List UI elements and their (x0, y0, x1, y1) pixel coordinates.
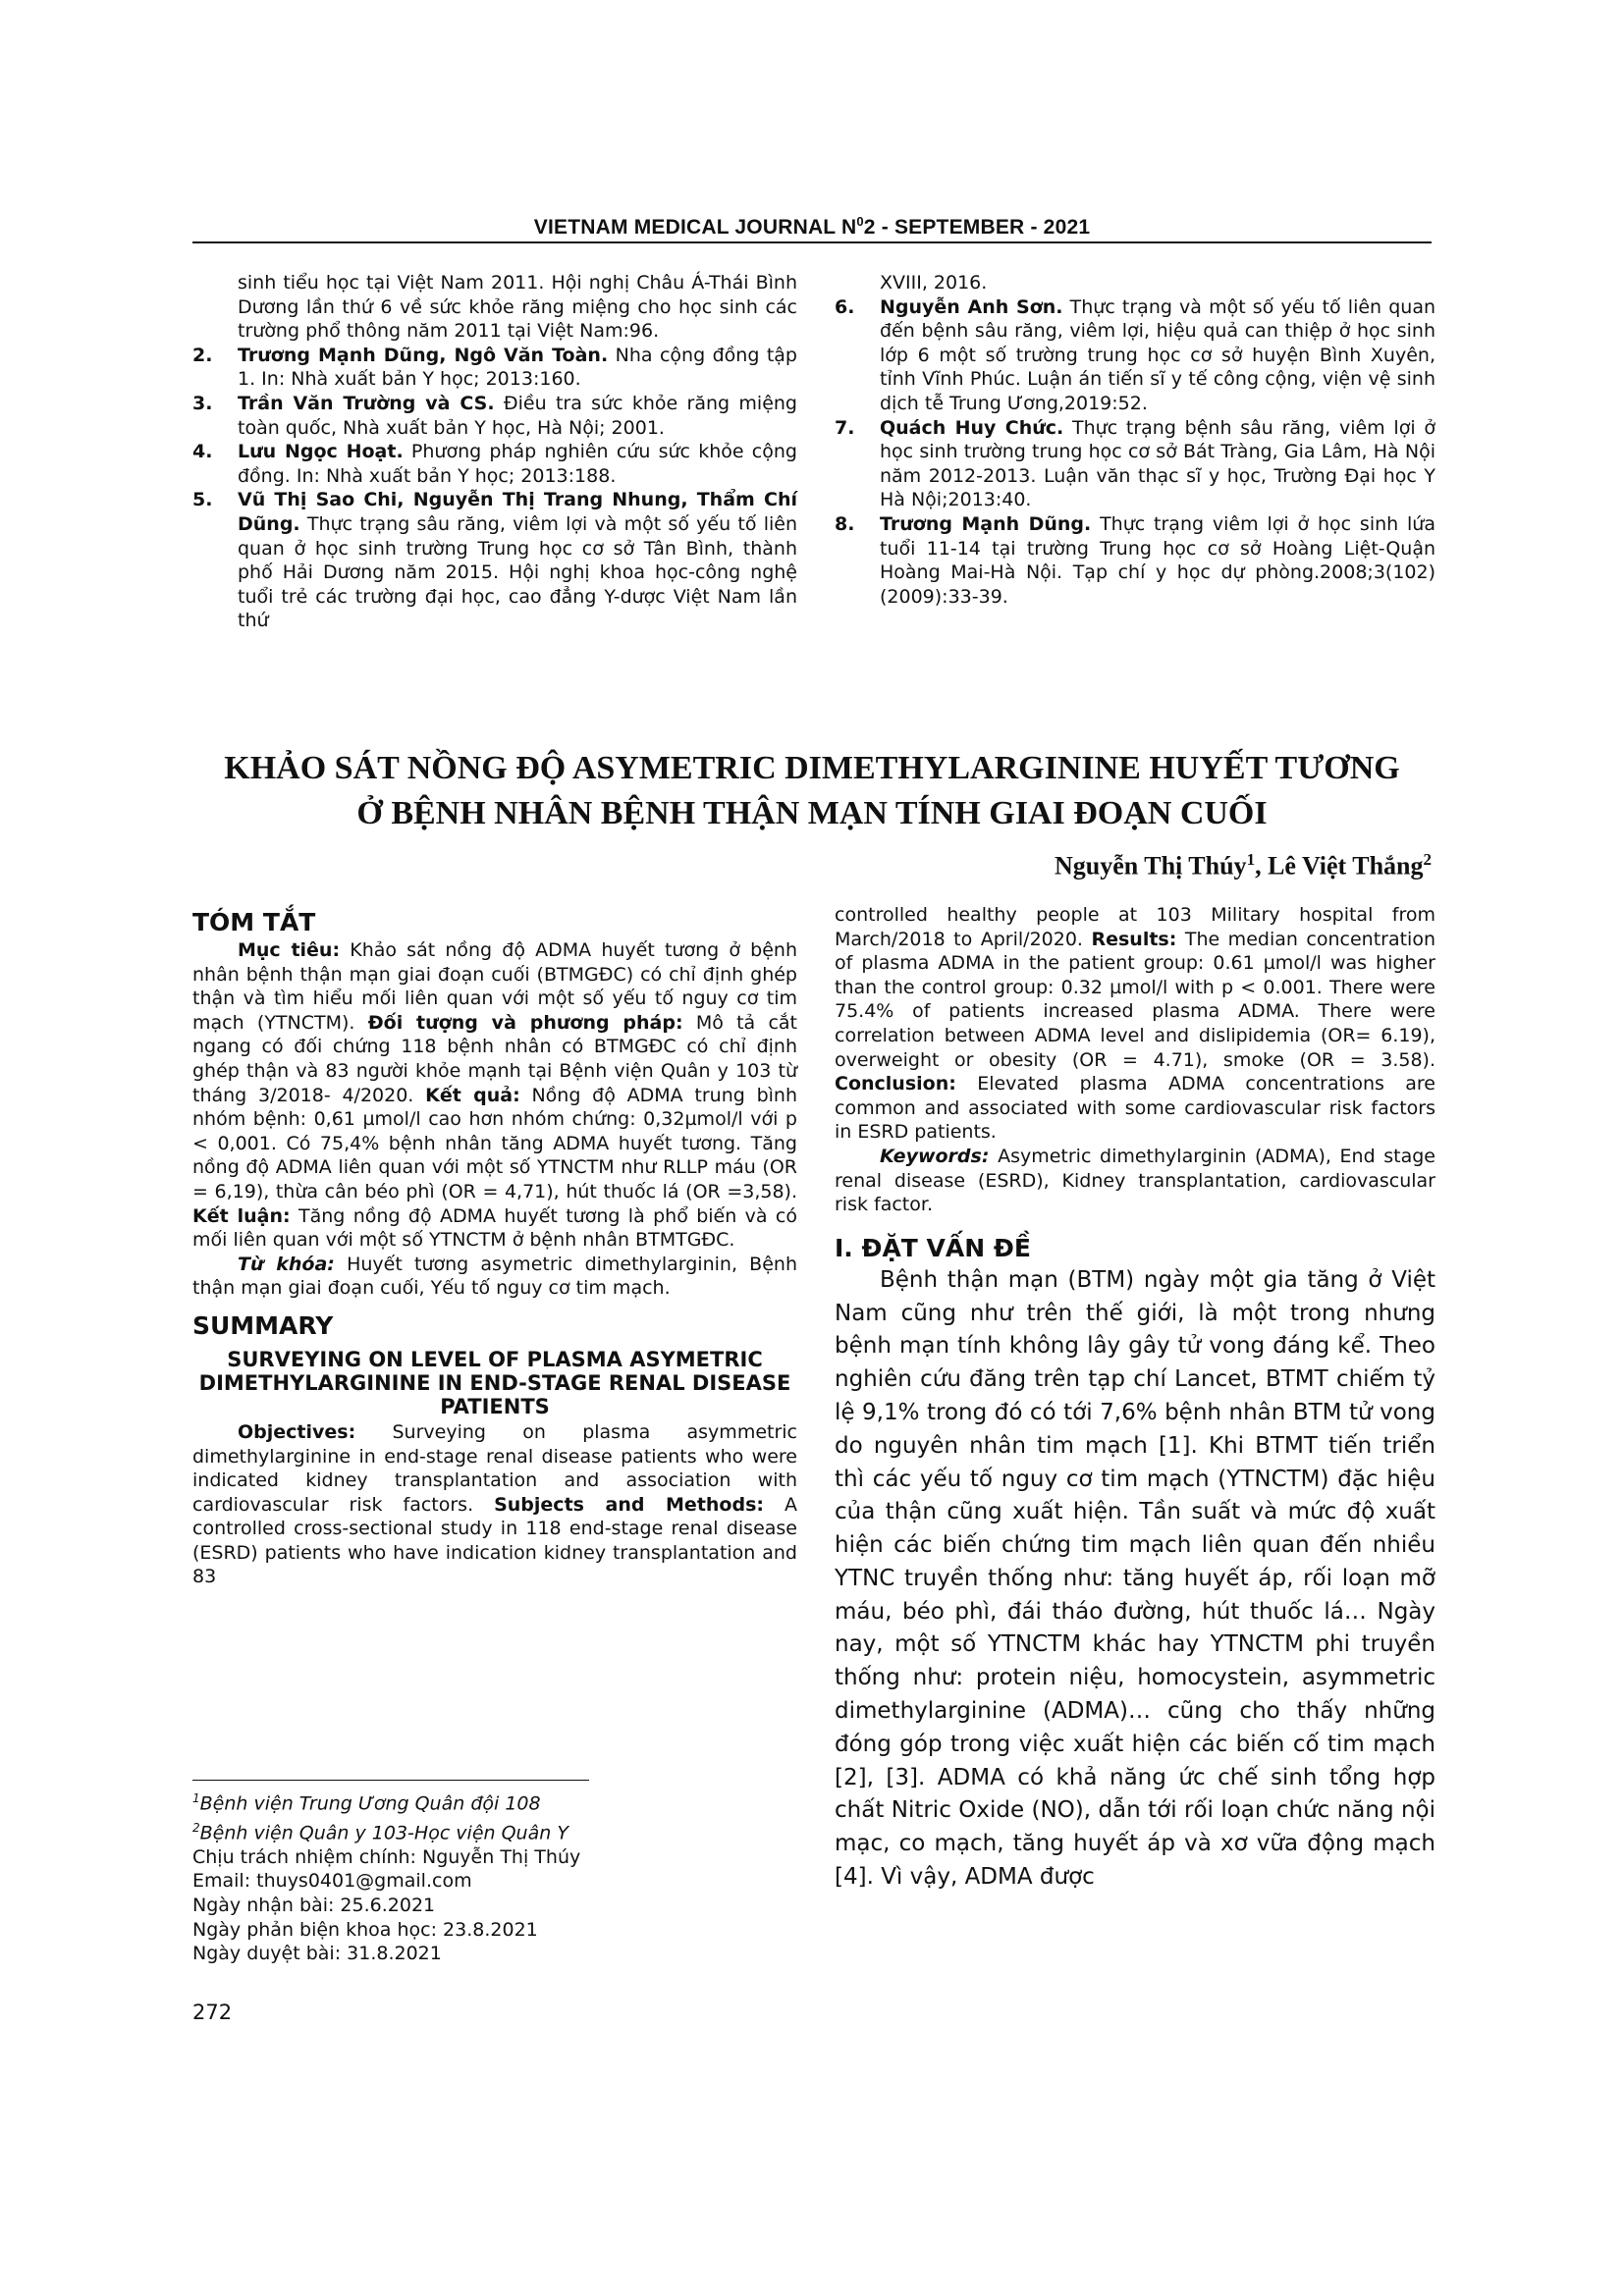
title-line-1: KHẢO SÁT NỒNG ĐỘ ASYMETRIC DIMETHYLARGININE HUYẾT TƯƠNG (224, 750, 1400, 786)
introduction-text: Bệnh thận mạn (BTM) ngày một gia tăng ở Việt Nam cũng như trên thế giới, là một trong nhưng bệnh mạn tính không lây gây tử vong đáng kể. Theo nghiên cứu đăng trên tạp chí Lancet, BTMT chiếm tỷ lệ 9,1% trong đó có tới 7,6% bệnh nhân BTM tử vong do nguyên nhân tim mạch [1]. Khi BTMT tiến triển thì các yếu tố nguy cơ tim mạch (YTNCTM) đặc hiệu của thận cũng xuất hiện. Tần suất và mức độ xuất hiện các biến chứng tim mạch liên quan đến nhiều YTNC truyền thống như: tăng huyết áp, rối loạn mỡ máu, béo phì, đái tháo đường, hút thuốc lá… Ngày nay, một số YTNCTM khác hay YTNCTM phi truyền thống như: protein niệu, homocystein, asymmetric dimethylarginine (ADMA)… cũng cho thấy những đóng góp trong việc xuất hiện các biến cố tim mạch [2], [3]. ADMA có khả năng ức chế sinh tổng hợp chất Nitric Oxide (NO), dẫn tới rối loạn chức năng nội mạc, co mạch, tăng huyết áp và xơ vữa động mạch [4]. Vì vậy, ADMA được (835, 1266, 1435, 1891)
footnote-rule (192, 1780, 589, 1781)
footnote-received: Ngày nhận bài: 25.6.2021 (192, 1895, 436, 1917)
footnote-accepted: Ngày duyệt bài: 31.8.2021 (192, 1943, 442, 1965)
reference-2: 2. Trương Mạnh Dũng, Ngô Văn Toàn. Nha cộng đồng tập 1. In: Nhà xuất bản Y học; 2013:160. (192, 344, 797, 391)
abstract-vi-heading: TÓM TẮT (192, 908, 316, 936)
reference-1-continued: sinh tiểu học tại Việt Nam 2011. Hội nghị Châu Á-Thái Bình Dương lần thứ 6 về sức khỏe răng miệng cho học sinh các trường phổ thông năm 2011 tại Việt Nam:96. (238, 272, 797, 343)
abstract-vi-keywords: Từ khóa: Huyết tương asymetric dimethylarginin, Bệnh thận mạn giai đoạn cuối, Yếu tố nguy cơ tim mạch. (192, 1253, 797, 1300)
running-header: VIETNAM MEDICAL JOURNAL $N^02$ - SEPTEMBER - 2021 (533, 214, 1091, 239)
page-number: 272 (192, 2001, 233, 2024)
footnote-responsible: Chịu trách nhiệm chính: Nguyễn Thị Thúy (192, 1845, 581, 1868)
footnote-email: Email: thuys0401@gmail.com (192, 1870, 472, 1893)
abstract-column-left (192, 907, 797, 1589)
reference-3: 3. Trần Văn Trường và CS. Điều tra sức khỏe răng miệng toàn quốc, Nhà xuất bản Y học, Hà Nội; 2001. (192, 392, 797, 439)
footnote-reviewed: Ngày phản biện khoa học: 23.8.2021 (192, 1918, 538, 1941)
reference-4: 4. Lưu Ngọc Hoạt. Phương pháp nghiên cứu sức khỏe cộng đồng. In: Nhà xuất bản Y học; 2013:188. (192, 441, 797, 487)
references-left (192, 271, 797, 633)
reference-8: 8. Trương Mạnh Dũng. Thực trạng viêm lợi ở học sinh lứa tuổi 11-14 tại trường Trung học cơ sở Hoàng Liệt-Quận Hoàng Mai-Hà Nội. Tạp chí y học dự phòng.2008;3(102)(2009):33-39. (835, 512, 1435, 608)
article-title (147, 746, 1477, 836)
reference-5-continued: XVIII, 2016. (880, 272, 988, 294)
abstract-vi-body: Mục tiêu: Khảo sát nồng độ ADMA huyết tương ở bệnh nhân bệnh thận mạn giai đoạn cuối (BTMGĐC) có chỉ định ghép thận và tìm hiểu mối liên quan với một số yếu tố nguy cơ tim mạch (YTNCTM). Đối tượng và phương pháp: Mô tả cắt ngang có đối chứng 118 bệnh nhân có BTMGĐC có chỉ định ghép thận và 83 người khỏe mạnh tại Bệnh viện Quân y 103 từ tháng 3/2018- 4/2020. Kết quả: Nồng độ ADMA trung bình nhóm bệnh: 0,61 µmol/l cao hơn nhóm chứng: 0,32µmol/l với p < 0,001. Có 75,4% bệnh nhân tăng ADMA huyết tương. Tăng nồng độ ADMA liên quan với một số YTNCTM như RLLP máu (OR = 6,19), thừa cân béo phì (OR = 4,71), hút thuốc lá (OR =3,58). Kết luận: Tăng nồng độ ADMA huyết tương là phổ biến và có mối liên quan với một số YTNCTM ở bệnh nhân BTMTGĐC. (192, 939, 798, 1252)
title-line-2: Ở BỆNH NHÂN BỆNH THẬN MẠN TÍNH GIAI ĐOẠN CUỐI (356, 795, 1268, 831)
introduction-heading: I. ĐẶT VẤN ĐỀ (835, 1233, 1031, 1262)
author-line: Nguyễn Thị Thúy$^1$, Lê Việt Thắng$^2$ (1054, 850, 1432, 881)
references-right (835, 271, 1435, 609)
abstract-column-right (835, 903, 1435, 1895)
summary-body-part-1: Objectives: Surveying on plasma asymmetric dimethylarginine in end-stage renal disease patients who were indicated kidney transplantation and association with cardiovascular risk factors. Subjects and Methods: A controlled cross-sectional study in 118 end-stage renal disease (ESRD) patients who have indication kidney transplantation and 83 (192, 1420, 797, 1588)
header-rule (192, 241, 1432, 243)
summary-title: SURVEYING ON LEVEL OF PLASMA ASYMETRIC DIMETHYLARGININE IN END-STAGE RENAL DISEASE PATIENTS (198, 1347, 791, 1418)
summary-heading: SUMMARY (192, 1310, 334, 1340)
reference-5: 5. Vũ Thị Sao Chi, Nguyễn Thị Trang Nhung, Thẩm Chí Dũng. Thực trạng sâu răng, viêm lợi và một số yếu tố liên quan ở học sinh trường Trung học cơ sở Tân Bình, thành phố Hải Dương năm 2015. Hội nghị khoa học-công nghệ tuổi trẻ các trường đại học, cao đẳng Y-dược Việt Nam lần thứ (192, 489, 797, 632)
footnote-affiliation-1: $^1$Bệnh viện Trung Ương Quân đội 108 (192, 1791, 541, 1815)
summary-body-part-2: controlled healthy people at 103 Military hospital from March/2018 to April/2020. Results: The median concentration of plasma ADMA in the patient group: 0.61 µmol/l was higher than the control group: 0.32 µmol/l with p < 0.001. There were 75.4% of patients increased plasma ADMA. There were correlation between ADMA level and dislipidemia (OR= 6.19), overweight or obesity (OR = 4.71), smoke (OR = 3.58). Conclusion: Elevated plasma ADMA concentrations are common and associated with some cardiovascular risk factors in ESRD patients. (835, 904, 1435, 1144)
footnotes (192, 1787, 797, 1966)
summary-keywords: Keywords: Asymetric dimethylarginin (ADMA), End stage renal disease (ESRD), Kidney transplantation, cardiovascular risk factor. (835, 1145, 1435, 1216)
reference-6: 6. Nguyễn Anh Sơn. Thực trạng và một số yếu tố liên quan đến bệnh sâu răng, viêm lợi, hiệu quả can thiệp ở học sinh lớp 6 một số trường trung học cơ sở huyện Bình Xuyên, tỉnh Vĩnh Phúc. Luận án tiến sĩ y tế công cộng, viện vệ sinh dịch tễ Trung Ương,2019:52. (835, 295, 1436, 414)
footnote-affiliation-2: $^2$Bệnh viện Quân y 103-Học viện Quân Y (192, 1820, 568, 1844)
reference-7: 7. Quách Huy Chức. Thực trạng bệnh sâu răng, viêm lợi ở học sinh trường trung học cơ sở Bát Tràng, Gia Lâm, Hà Nội năm 2012-2013. Luận văn thạc sĩ y học, Trường Đại học Y Hà Nội;2013:40. (835, 416, 1435, 511)
